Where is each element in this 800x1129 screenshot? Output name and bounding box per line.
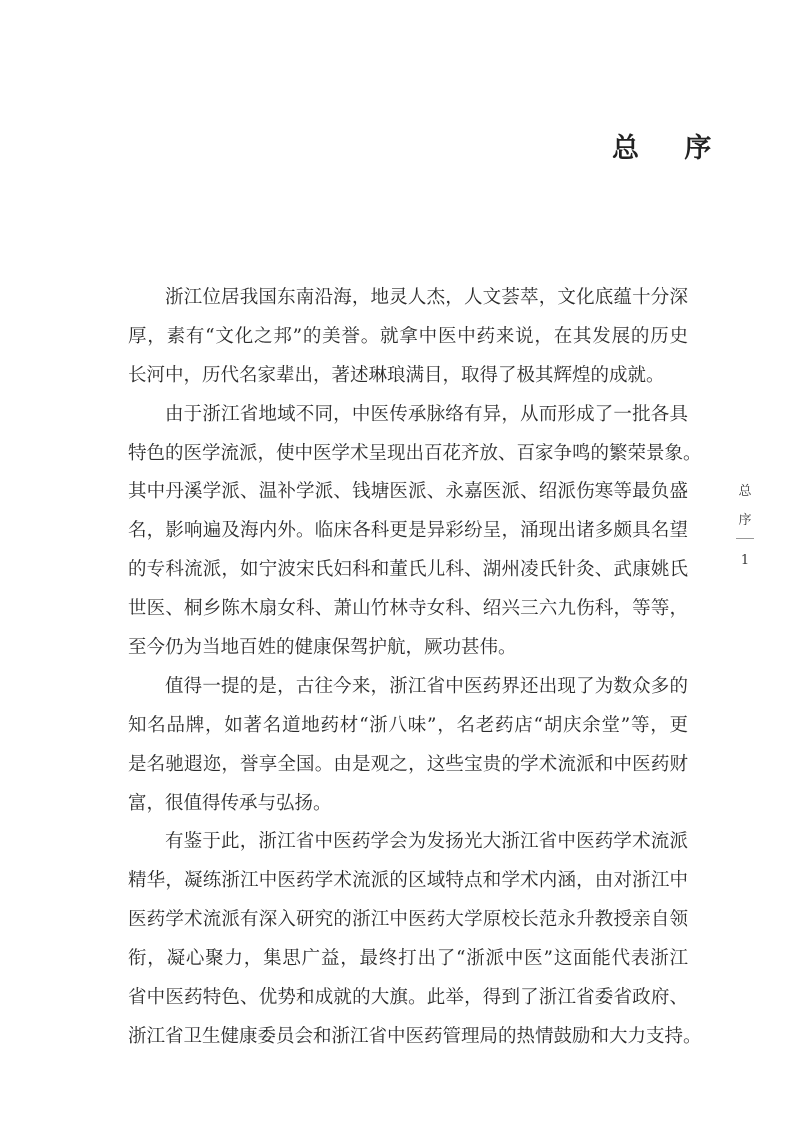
paragraph-line: 值得一提的是，古往今来，浙江省中医药界还出现了为数众多的 <box>165 675 688 697</box>
body-text <box>128 279 702 1057</box>
paragraph-line: 知名品牌，如著名道地药材“浙八味”，名老药店“胡庆余堂”等，更 <box>128 714 688 736</box>
paragraph-line: 由于浙江省地域不同，中医传承脉络有异，从而形成了一批各具 <box>165 403 688 425</box>
paragraph-line: 浙江位居我国东南沿海，地灵人杰，人文荟萃，文化底蕴十分深 <box>165 287 688 308</box>
paragraph-line: 其中丹溪学派、温补学派、钱塘医派、永嘉医派、绍派伤寒等最负盛 <box>128 481 688 503</box>
divider <box>736 538 754 539</box>
paragraph-line: 浙江省卫生健康委员会和浙江省中医药管理局的热情鼓励和大力支持。 <box>128 1025 702 1047</box>
paragraph-line: 医药学术流派有深入研究的浙江中医药大学原校长范永升教授亲自领 <box>128 909 688 931</box>
paragraph-line: 是名驰遐迩，誉享全国。由是观之，这些宝贵的学术流派和中医药财 <box>128 753 688 775</box>
paragraph-line: 长河中，历代名家辈出，著述琳琅满目，取得了极其辉煌的成就。 <box>128 364 665 386</box>
side-running-header <box>734 480 756 582</box>
paragraph-line: 省中医药特色、优势和成就的大旗。此举，得到了浙江省委省政府、 <box>128 987 688 1009</box>
paragraph-line: 富，很值得传承与弘扬。 <box>128 792 332 814</box>
paragraph-line: 世医、桐乡陈木扇女科、萧山竹林寺女科、绍兴三六九伤科，等等， <box>128 598 688 620</box>
paragraph-line: 的专科流派，如宁波宋氏妇科和董氏儿科、湖州凌氏针灸、武康姚氏 <box>128 559 688 581</box>
paragraph-line: 名，影响遍及海内外。临床各科更是异彩纷呈，涌现出诸多颇具名望 <box>128 520 688 542</box>
paragraph-line: 特色的医学流派，使中医学术呈现出百花齐放、百家争鸣的繁荣景象。 <box>128 442 702 464</box>
paragraph-line: 厚，素有“文化之邦”的美誉。就拿中医中药来说，在其发展的历史 <box>128 325 688 347</box>
page-number: 1 <box>740 553 750 568</box>
paragraph-line: 至今仍为当地百姓的健康保驾护航，厥功甚伟。 <box>128 637 517 659</box>
paragraph-line: 衔，凝心聚力，集思广益，最终打出了“浙派中医”这面能代表浙江 <box>128 948 688 970</box>
running-header-char: 序 <box>738 513 752 528</box>
paragraph-line: 有鉴于此，浙江省中医药学会为发扬光大浙江省中医药学术流派 <box>165 831 688 853</box>
running-header-char: 总 <box>738 484 752 499</box>
paragraph-line: 精华，凝练浙江中医药学术流派的区域特点和学术内涵，由对浙江中 <box>128 870 688 892</box>
page-title: 总 序 <box>612 133 730 164</box>
